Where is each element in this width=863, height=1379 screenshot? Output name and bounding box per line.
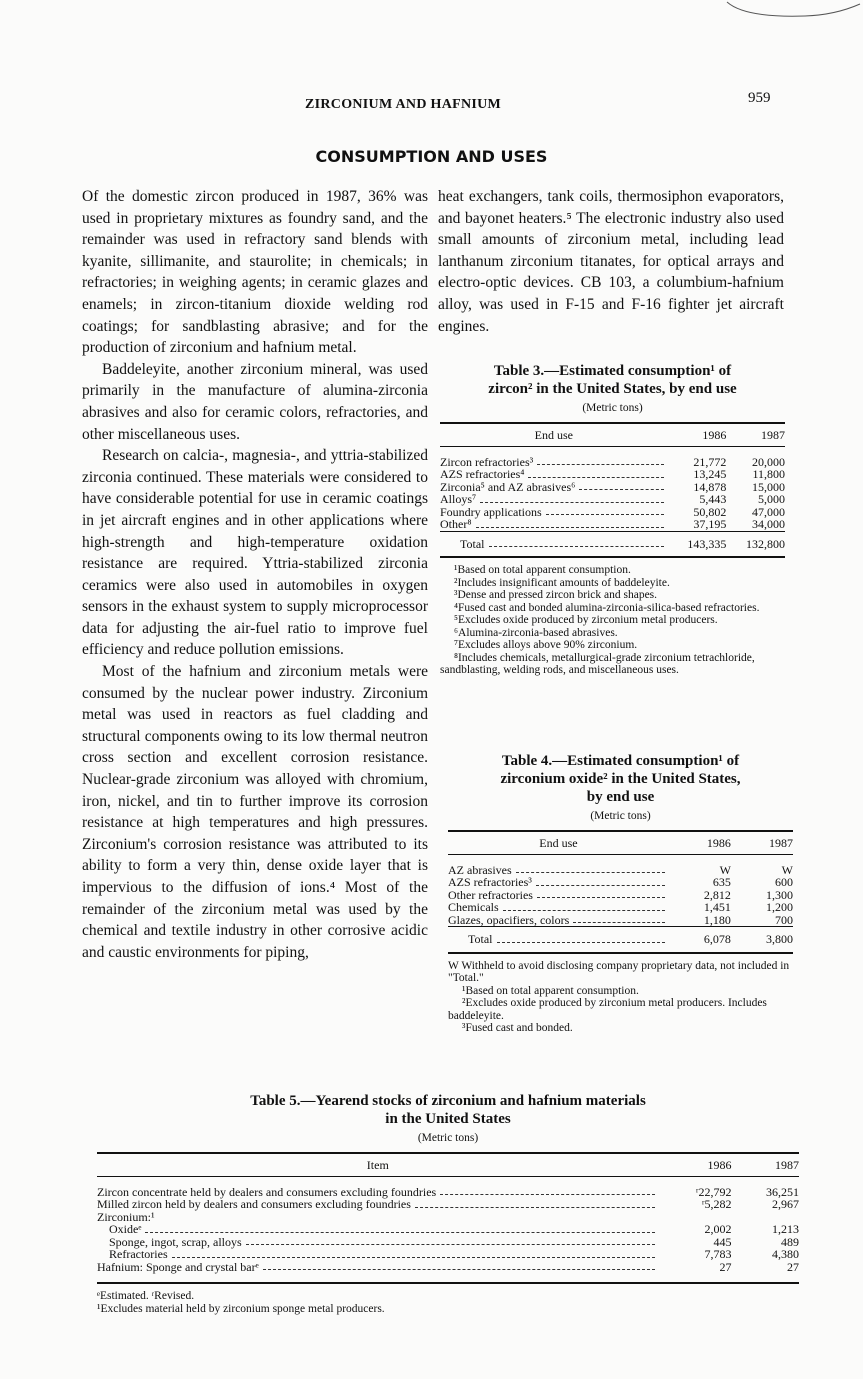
footnote: ⁸Includes chemicals, metallurgical-grade zirconium tetrachloride, sandblasting, welding rods, and miscellaneous uses. — [440, 651, 755, 676]
table-title: zirconium oxide² in the United States, — [500, 771, 741, 787]
value-1986: 635 — [712, 875, 731, 889]
footnote: ³Dense and pressed zircon brick and shapes. — [454, 589, 658, 601]
footnote: ⁷Excludes alloys above 90% zirconium. — [454, 639, 638, 651]
row-label: Zirconia⁵ and AZ abrasives⁶ — [440, 479, 576, 494]
table-title: Table 3.—Estimated consumption¹ of — [493, 363, 732, 379]
row-label: Zircon refractories³ — [440, 454, 534, 469]
row-label: AZ abrasives — [448, 862, 512, 877]
column-header: 1987 — [726, 423, 785, 446]
dot-leader — [537, 456, 663, 466]
footnote: ²Excludes oxide produced by zirconium metal producers. Includes baddeleyite. — [448, 997, 767, 1022]
value-1986: 1,180 — [703, 912, 731, 927]
value-1986: 445 — [713, 1234, 732, 1249]
footnote: ᵉEstimated. ʳRevised. — [97, 1290, 195, 1302]
column-header: 1986 — [668, 423, 727, 446]
row-label: Alloys⁷ — [440, 492, 477, 506]
table-row — [440, 481, 785, 494]
dot-leader — [263, 1261, 655, 1271]
table-3 — [440, 362, 785, 677]
column-header: 1986 — [659, 1153, 732, 1176]
row-label: Other refractories — [448, 887, 533, 902]
table-row — [97, 1198, 799, 1211]
pen-mark-scribble — [725, 0, 863, 25]
value-1987: 15,000 — [752, 479, 785, 494]
dot-leader — [528, 468, 663, 478]
paragraph: heat exchangers, tank coils, thermosiphon evaporators, and bayonet heaters.⁵ The electronic industry also used small amounts of zirconium metal, including lead lanthanum zirconium titanates, for optical arrays and electro-optic devices. CB 103, a columbium-hafnium alloy, was used in F-15 and F-16 fighter jet aircraft engines. — [438, 188, 784, 335]
dot-leader — [579, 481, 663, 491]
footnote: ⁶Alumina-zirconia-based abrasives. — [454, 626, 618, 639]
value-1986: 21,772 — [693, 454, 727, 469]
table-5 — [97, 1092, 799, 1315]
table-4-grid — [448, 830, 793, 954]
value-1987: 34,000 — [752, 517, 785, 531]
dot-leader — [537, 889, 665, 899]
table-row — [448, 876, 793, 889]
value-1986: 2,812 — [703, 887, 731, 902]
table-row — [440, 493, 785, 506]
dot-leader — [476, 518, 664, 528]
value-1987: 5,000 — [758, 492, 785, 506]
row-label: AZS refractories³ — [448, 875, 532, 889]
value-1986: 1,451 — [703, 900, 731, 914]
table-row — [440, 468, 785, 481]
value-1987: 2,967 — [772, 1197, 799, 1211]
value-1987: 36,251 — [766, 1184, 799, 1199]
table-4 — [448, 752, 793, 1035]
total-1986: 6,078 — [669, 927, 731, 953]
dot-leader — [536, 876, 665, 886]
dot-leader — [246, 1236, 655, 1246]
page-number: 959 — [748, 90, 771, 106]
value-1987: 11,800 — [752, 467, 785, 481]
column-header: End use — [448, 831, 669, 854]
value-1986: 37,195 — [693, 517, 727, 531]
value-1987: 20,000 — [752, 454, 785, 469]
table-row — [440, 506, 785, 519]
footnote: ⁴Fused cast and bonded alumina-zirconia-silica-based refractories. — [454, 601, 760, 614]
value-1987: 1,300 — [766, 887, 793, 902]
row-label: Sponge, ingot, scrap, alloys — [109, 1234, 242, 1249]
row-label: Refractories — [109, 1247, 168, 1261]
value-1986: ʳ22,792 — [695, 1184, 732, 1199]
table-footnotes — [97, 1290, 799, 1315]
table-row — [97, 1248, 799, 1261]
row-label: Other⁸ — [440, 517, 472, 531]
row-label: Hafnium: Sponge and crystal barᵉ — [97, 1259, 259, 1274]
table-row — [448, 889, 793, 902]
row-label: Glazes, opacifiers, colors — [448, 912, 570, 927]
footnote: ¹Excludes material held by zirconium sponge metal producers. — [97, 1302, 385, 1315]
value-1987: 47,000 — [752, 504, 785, 519]
row-label: Oxideᵉ — [109, 1222, 142, 1236]
table-units: (Metric tons) — [417, 1132, 479, 1144]
footnote: ⁵Excludes oxide produced by zirconium metal producers. — [454, 614, 718, 626]
value-1987: 4,380 — [772, 1247, 799, 1261]
left-column — [82, 186, 428, 963]
table-title: zircon² in the United States, by end use — [488, 381, 737, 397]
column-header: End use — [440, 423, 668, 446]
value-1987: 489 — [781, 1234, 799, 1249]
total-label: Total — [468, 932, 493, 946]
footnote: ¹Based on total apparent consumption. — [462, 984, 639, 997]
column-header: 1987 — [731, 1153, 799, 1176]
table-row — [448, 914, 793, 927]
value-1987: W — [781, 862, 793, 877]
value-1986: ʳ5,282 — [701, 1197, 732, 1211]
value-1987: 700 — [775, 912, 793, 927]
footnote: ¹Based on total apparent consumption. — [454, 564, 631, 576]
value-1987: 1,213 — [772, 1222, 799, 1236]
dot-leader — [415, 1198, 655, 1208]
value-1986: 7,783 — [704, 1247, 732, 1261]
row-label: AZS refractories⁴ — [440, 467, 525, 481]
table-footnotes — [448, 960, 793, 1035]
paragraph: Baddeleyite, another zirconium mineral, was used primarily in the manufacture of alumina-zirconia abrasives and also for ceramic colors, refractories, and other miscellaneous uses. — [82, 360, 428, 443]
dot-leader — [145, 1223, 654, 1233]
section-title: CONSUMPTION AND USES — [315, 147, 548, 166]
value-1986: 27 — [719, 1259, 732, 1274]
column-header: Item — [97, 1153, 659, 1176]
total-1987: 3,800 — [731, 927, 793, 953]
column-header: 1987 — [731, 831, 793, 854]
paragraph: Most of the hafnium and zirconium metals were consumed by the nuclear power industry. Zirconium metal was used in reactors as fuel cladding and structural components owing to its low thermal neutron cross section and excellent corrosion resistance. Nuclear-grade zirconium was alloyed with chromium, iron, nickel, and tin to further improve its corrosion resistance at high temperatures and high pressures. Zirconium's corrosion resistance was attributed to its ability to form a very thin, dense oxide layer that is impervious to the diffusion of ions.⁴ Most of the remainder of the zirconium metal was used by the chemical and textile industry in other corrosive acidic and caustic environments for piping, — [82, 663, 428, 961]
value-1986: W — [719, 862, 731, 877]
table-title: Table 4.—Estimated consumption¹ of — [501, 753, 740, 769]
value-1986: 13,245 — [693, 467, 727, 481]
dot-leader — [516, 864, 665, 874]
row-label: Milled zircon held by dealers and consumers excluding foundries — [97, 1197, 411, 1211]
table-row — [97, 1261, 799, 1274]
table-title: Table 5.—Yearend stocks of zirconium and hafnium materials — [250, 1093, 646, 1109]
footnote: ³Fused cast and bonded. — [462, 1022, 573, 1034]
row-label: Foundry applications — [440, 504, 542, 519]
table-row — [440, 518, 785, 531]
value-1986: 2,002 — [704, 1222, 732, 1236]
value-1987: 1,200 — [766, 900, 793, 914]
total-1987: 132,800 — [726, 531, 785, 557]
value-1986: 5,443 — [699, 492, 727, 506]
dot-leader — [480, 493, 664, 503]
table-row — [97, 1211, 799, 1224]
value-1987: 600 — [775, 875, 793, 889]
dot-leader — [573, 914, 665, 924]
running-title: ZIRCONIUM AND HAFNIUM — [305, 97, 502, 112]
row-label: Zircon concentrate held by dealers and consumers excluding foundries — [97, 1184, 437, 1199]
right-column — [438, 186, 784, 337]
dot-leader — [172, 1248, 655, 1258]
footnote: ²Includes insignificant amounts of baddeleyite. — [454, 576, 670, 589]
table-title: in the United States — [385, 1111, 511, 1127]
column-header: 1986 — [669, 831, 731, 854]
table-row — [97, 1223, 799, 1236]
table-footnotes — [440, 564, 785, 677]
row-label: Chemicals — [448, 900, 499, 914]
table-title: by end use — [586, 789, 655, 805]
paragraph: Of the domestic zircon produced in 1987, 36% was used in proprietary mixtures as foundry sand, and the remainder was used in refractory sand blends with kyanite, sillimanite, and staurolite; in chemicals; in refractories; in weighing agents; in ceramic glazes and enamels; in zircon-titanium dioxide welding rod coatings; for sandblasting abrasive; and for the production of zirconium and hafnium metal. — [82, 188, 428, 357]
value-1987: 27 — [787, 1259, 799, 1274]
dot-leader — [546, 506, 664, 516]
table-units: (Metric tons) — [590, 810, 651, 822]
total-label: Total — [460, 536, 485, 551]
paragraph: Research on calcia-, magnesia-, and yttria-stabilized zirconia continued. These materials were considered to have considerable potential for use in ceramic coatings in jet aircraft engines and in other applications where high-strength and high-temperature oxidation resistance are required. Yttria-stabilized zirconia ceramics were also used in automobiles in oxygen sensors in the exhaust system to supply microprocessor data for adjusting the air-fuel ratio to improve fuel efficiency and reduce pollution emissions. — [82, 447, 428, 659]
dot-leader — [440, 1186, 654, 1196]
dot-leader — [503, 901, 665, 911]
total-1986: 143,335 — [668, 531, 727, 557]
value-1986: 14,878 — [693, 479, 727, 494]
value-1986: 50,802 — [693, 504, 727, 519]
table-units: (Metric tons) — [582, 402, 643, 414]
table-row — [448, 901, 793, 914]
row-label: Zirconium:¹ — [97, 1209, 155, 1224]
table-5-grid — [97, 1152, 799, 1284]
footnote: W Withheld to avoid disclosing company proprietary data, not included in "Total." — [448, 959, 790, 984]
table-row — [97, 1236, 799, 1249]
table-3-grid — [440, 422, 785, 558]
